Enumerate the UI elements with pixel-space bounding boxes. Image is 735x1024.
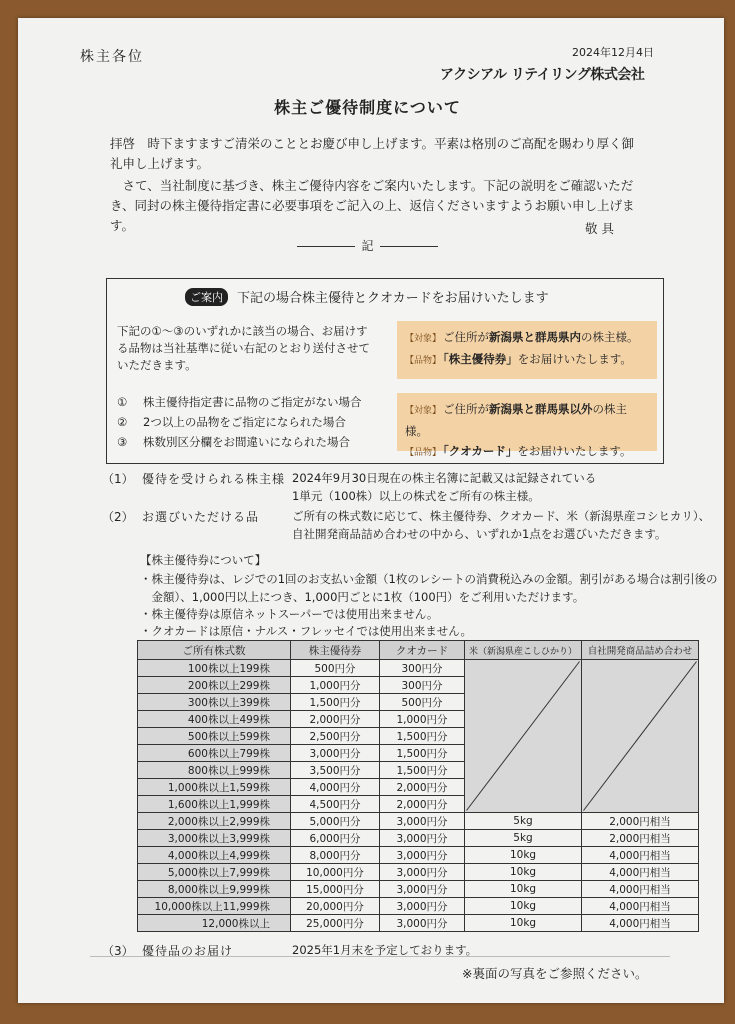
- section-1-number: （1）: [102, 472, 134, 486]
- benefit-table: [137, 640, 699, 932]
- table-row: [138, 864, 699, 881]
- notice-description: 下記の①～③のいずれかに該当の場合、お届けする品物は当社基準に従い右記のとおり送付させていただきます。: [117, 324, 370, 372]
- issue-date: 2024年12月4日: [572, 46, 654, 59]
- notice-box: [106, 278, 664, 464]
- cell-coupon: 1,500円分: [291, 694, 380, 711]
- cell-coupon: 25,000円分: [291, 915, 380, 932]
- section-2-line-1: ご所有の株式数に応じて、株主優待券、クオカード、米（新潟県産コシヒカリ）、: [292, 509, 711, 523]
- cell-shares: 100株以上199株: [138, 660, 291, 677]
- condition-3: ③ 株数別区分欄をお間違いになられた場合: [117, 435, 350, 449]
- closing-word: 敬具: [585, 221, 619, 236]
- notice-badge: ご案内: [185, 288, 228, 306]
- cell-product-set: 4,000円相当: [582, 881, 699, 898]
- table-header-row: [138, 641, 699, 660]
- header-product-set: 自社開発商品詰め合わせ: [582, 641, 699, 660]
- cell-quo-card: 1,500円分: [380, 745, 465, 762]
- table-row: [138, 898, 699, 915]
- cell-quo-card: 3,000円分: [380, 881, 465, 898]
- cell-product-set: 2,000円相当: [582, 813, 699, 830]
- salutation: 株主各位: [80, 49, 144, 65]
- cell-rice: 5kg: [465, 830, 582, 847]
- cell-coupon: 20,000円分: [291, 898, 380, 915]
- table-row: [138, 830, 699, 847]
- cell-rice: 10kg: [465, 898, 582, 915]
- cell-coupon: 15,000円分: [291, 881, 380, 898]
- cell-quo-card: 2,000円分: [380, 779, 465, 796]
- cell-shares: 1,600株以上1,999株: [138, 796, 291, 813]
- table-row: [138, 915, 699, 932]
- notes-heading: 【株主優待券について】: [140, 553, 267, 567]
- section-3-label: 優待品のお届け: [142, 944, 234, 958]
- cell-coupon: 2,000円分: [291, 711, 380, 728]
- cell-quo-card: 300円分: [380, 660, 465, 677]
- header-quo-card: クオカード: [380, 641, 465, 660]
- notice-heading: 下記の場合株主優待とクオカードをお届けいたします: [237, 291, 549, 306]
- cell-shares: 200株以上299株: [138, 677, 291, 694]
- cell-rice: 10kg: [465, 881, 582, 898]
- cell-quo-card: 1,500円分: [380, 728, 465, 745]
- condition-2: ② 2つ以上の品物をご指定になられた場合: [117, 415, 346, 429]
- cell-coupon: 1,000円分: [291, 677, 380, 694]
- section-3-line-1: 2025年1月末を予定しております。: [292, 943, 478, 957]
- intro-paragraph-1: 拝啓 時下ますますご清栄のこととお慶び申し上げます。平素は格別のご高配を賜わり厚く御礼申し上げます。: [110, 136, 635, 171]
- cell-coupon: 8,000円分: [291, 847, 380, 864]
- cell-coupon: 500円分: [291, 660, 380, 677]
- cell-shares: 800株以上999株: [138, 762, 291, 779]
- cell-coupon: 6,000円分: [291, 830, 380, 847]
- notice-box-other-regions: 【対象】 ご住所が新潟県と群馬県以外の株主様。 【品物】 「クオカード」をお届けいたします。: [397, 393, 657, 451]
- cell-quo-card: 2,000円分: [380, 796, 465, 813]
- cell-shares: 5,000株以上7,999株: [138, 864, 291, 881]
- section-1-line-1: 2024年9月30日現在の株主名簿に記載又は記録されている: [292, 471, 597, 485]
- cell-quo-card: 3,000円分: [380, 847, 465, 864]
- section-2-number: （2）: [102, 510, 134, 524]
- cell-coupon: 5,000円分: [291, 813, 380, 830]
- header-rice: 米（新潟県産こしひかり）: [465, 641, 582, 660]
- cell-quo-card: 3,000円分: [380, 915, 465, 932]
- notes-line-4: ・クオカードは原信・ナルス・フレッセイでは使用出来ません。: [140, 624, 473, 638]
- cell-coupon: 4,000円分: [291, 779, 380, 796]
- cell-shares: 10,000株以上11,999株: [138, 898, 291, 915]
- cell-shares: 600株以上799株: [138, 745, 291, 762]
- cell-coupon: 2,500円分: [291, 728, 380, 745]
- cell-coupon: 3,000円分: [291, 745, 380, 762]
- cell-quo-card: 1,500円分: [380, 762, 465, 779]
- company-name: アクシアル リテイリング株式会社: [440, 67, 645, 83]
- cell-product-set-not-available: [582, 660, 699, 813]
- table-row: [138, 813, 699, 830]
- ki-label: 記: [361, 239, 374, 253]
- cell-coupon: 4,500円分: [291, 796, 380, 813]
- cell-shares: 3,000株以上3,999株: [138, 830, 291, 847]
- table-row: [138, 847, 699, 864]
- cell-quo-card: 3,000円分: [380, 864, 465, 881]
- cell-shares: 12,000株以上: [138, 915, 291, 932]
- cell-shares: 500株以上599株: [138, 728, 291, 745]
- cell-product-set: 4,000円相当: [582, 915, 699, 932]
- cell-product-set: 4,000円相当: [582, 847, 699, 864]
- cell-shares: 4,000株以上4,999株: [138, 847, 291, 864]
- notes-line-1: ・株主優待券は、レジでの1回のお支払い金額（1枚のレシートの消費税込みの金額。割引がある場合は割引後の: [140, 572, 718, 586]
- footnote: ※裏面の写真をご参照ください。: [462, 966, 648, 981]
- cell-rice: 10kg: [465, 915, 582, 932]
- section-2-line-2: 自社開発商品詰め合わせの中から、いずれか1点をお選びいただきます。: [292, 527, 667, 541]
- cell-shares: 1,000株以上1,599株: [138, 779, 291, 796]
- header-coupon: 株主優待券: [291, 641, 380, 660]
- cell-quo-card: 3,000円分: [380, 898, 465, 915]
- cell-rice: 10kg: [465, 864, 582, 881]
- section-1-label: 優待を受けられる株主様: [142, 472, 286, 486]
- cell-rice: 5kg: [465, 813, 582, 830]
- header-shares: ご所有株式数: [138, 641, 291, 660]
- cell-coupon: 3,500円分: [291, 762, 380, 779]
- cell-coupon: 10,000円分: [291, 864, 380, 881]
- notice-box-niigata-gunma: 【対象】 ご住所が新潟県と群馬県内の株主様。 【品物】 「株主優待券」をお届けいたします。: [397, 321, 657, 379]
- notes-line-3: ・株主優待券は原信ネットスーパーでは使用出来ません。: [140, 607, 439, 621]
- cell-quo-card: 3,000円分: [380, 813, 465, 830]
- table-row: [138, 881, 699, 898]
- cell-product-set: 4,000円相当: [582, 864, 699, 881]
- notes-line-2: 金額）、1,000円以上につき、1,000円ごとに1枚（100円）をご利用いただけます。: [140, 590, 585, 604]
- cell-quo-card: 500円分: [380, 694, 465, 711]
- cell-quo-card: 1,000円分: [380, 711, 465, 728]
- cell-product-set: 2,000円相当: [582, 830, 699, 847]
- cell-quo-card: 300円分: [380, 677, 465, 694]
- cell-shares: 2,000株以上2,999株: [138, 813, 291, 830]
- intro-paragraph-2: さて、当社制度に基づき、株主ご優待内容をご案内いたします。下記の説明をご確認いただき、同封の株主優待指定書に必要事項をご記入の上、返信くださいますようお願い申し上げます。: [110, 178, 635, 233]
- cell-product-set: 4,000円相当: [582, 898, 699, 915]
- condition-1: ① 株主優待指定書に品物のご指定がない場合: [117, 395, 362, 409]
- table-row: [138, 660, 699, 677]
- footer-divider: [90, 956, 670, 957]
- cell-shares: 300株以上399株: [138, 694, 291, 711]
- section-2-label: お選びいただける品: [142, 510, 260, 524]
- cell-quo-card: 3,000円分: [380, 830, 465, 847]
- cell-shares: 8,000株以上9,999株: [138, 881, 291, 898]
- section-3-number: （3）: [102, 944, 134, 958]
- cell-rice: 10kg: [465, 847, 582, 864]
- ki-separator: [0, 237, 735, 254]
- cell-rice-not-available: [465, 660, 582, 813]
- section-1-line-2: 1単元（100株）以上の株式をご所有の株主様。: [292, 489, 540, 503]
- cell-shares: 400株以上499株: [138, 711, 291, 728]
- document-title: 株主ご優待制度について: [274, 98, 461, 117]
